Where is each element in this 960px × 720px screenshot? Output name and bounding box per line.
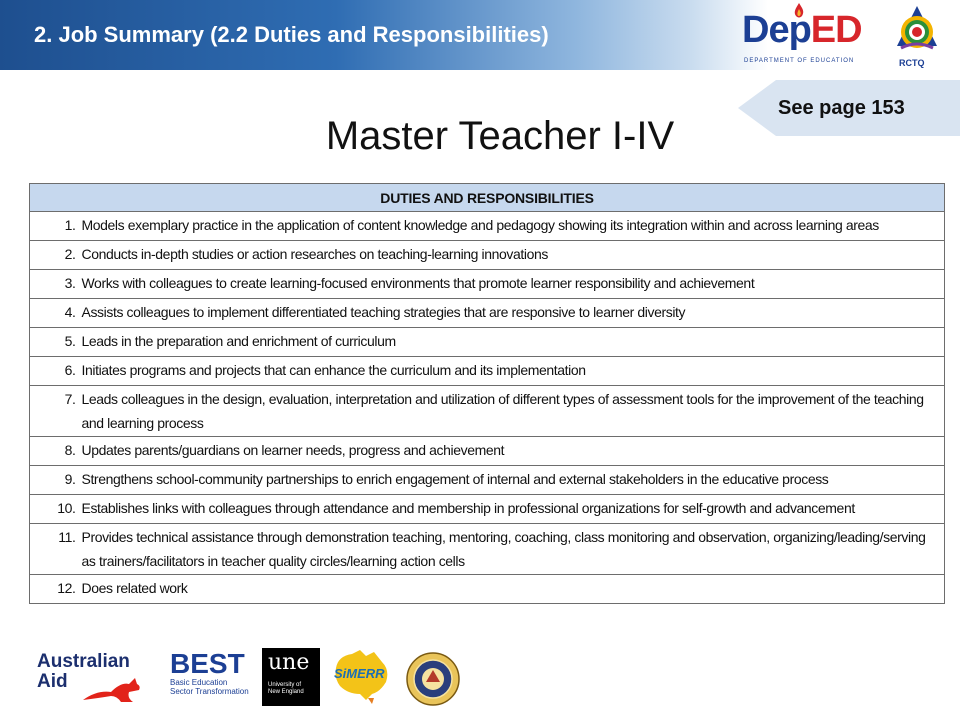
row-text: Updates parents/guardians on learner needs, progress and achievement xyxy=(82,437,945,466)
best-wordmark: BEST xyxy=(170,648,245,679)
row-text: Leads colleagues in the design, evaluation, interpretation and utilization of different types of assessment tools for the improvement of the teaching and learning process xyxy=(82,386,945,437)
pnu-seal-icon xyxy=(406,652,460,706)
table-row xyxy=(30,212,945,241)
table-row xyxy=(30,386,945,437)
row-number: 10. xyxy=(30,495,82,524)
australian-aid-line2: Aid xyxy=(37,671,68,692)
row-number: 4. xyxy=(30,299,82,328)
table-row xyxy=(30,357,945,386)
row-text: Models exemplary practice in the application of content knowledge and pedagogy showing its integration within and across learning areas xyxy=(82,212,945,241)
table-row xyxy=(30,270,945,299)
row-number: 7. xyxy=(30,386,82,437)
row-number: 8. xyxy=(30,437,82,466)
table-row xyxy=(30,328,945,357)
table-row xyxy=(30,524,945,575)
row-number: 1. xyxy=(30,212,82,241)
une-wordmark: une xyxy=(268,650,310,675)
table-row xyxy=(30,299,945,328)
row-number: 3. xyxy=(30,270,82,299)
duties-table xyxy=(29,183,945,604)
row-text: Initiates programs and projects that can enhance the curriculum and its implementation xyxy=(82,357,945,386)
section-title: 2. Job Summary (2.2 Duties and Responsibilities) xyxy=(34,22,549,47)
page-reference-text: See page 153 xyxy=(778,97,905,119)
australian-aid-logo xyxy=(37,652,149,704)
row-text: Works with colleagues to create learning-focused environments that promote learner responsibility and achievement xyxy=(82,270,945,299)
deped-wordmark: DepED xyxy=(742,9,862,51)
pnu-seal xyxy=(406,652,460,706)
table-row xyxy=(30,437,945,466)
row-number: 6. xyxy=(30,357,82,386)
best-line1: Basic Education xyxy=(170,678,228,687)
table-row xyxy=(30,575,945,604)
deped-logo xyxy=(742,3,872,67)
row-text: Assists colleagues to implement differentiated teaching strategies that are responsive to learner diversity xyxy=(82,299,945,328)
row-text: Conducts in-depth studies or action researches on teaching-learning innovations xyxy=(82,241,945,270)
row-number: 5. xyxy=(30,328,82,357)
table-row xyxy=(30,466,945,495)
une-line2: New England xyxy=(268,689,304,695)
row-text: Provides technical assistance through demonstration teaching, mentoring, coaching, class monitoring and observation, organizing/leading/serving as trainers/facilitators in teacher quality circles/learning action cells xyxy=(82,524,945,575)
row-number: 9. xyxy=(30,466,82,495)
simerr-wordmark: SiMERR xyxy=(334,666,385,681)
table-header: DUTIES AND RESPONSIBILITIES xyxy=(30,184,945,212)
row-number: 12. xyxy=(30,575,82,604)
simerr-logo xyxy=(330,648,394,704)
row-text: Establishes links with colleagues through attendance and membership in professional organizations for self-growth and advancement xyxy=(82,495,945,524)
australian-aid-line1: Australian xyxy=(37,651,130,672)
table-row xyxy=(30,241,945,270)
row-number: 2. xyxy=(30,241,82,270)
une-logo xyxy=(262,648,320,706)
best-logo xyxy=(170,650,250,700)
row-text: Leads in the preparation and enrichment of curriculum xyxy=(82,328,945,357)
kangaroo-icon xyxy=(81,674,147,704)
row-text: Strengthens school-community partnerships to enrich engagement of internal and external stakeholders in the educative process xyxy=(82,466,945,495)
best-line2: Sector Transformation xyxy=(170,687,249,696)
slide-title: Master Teacher I-IV xyxy=(325,114,675,158)
row-number: 11. xyxy=(30,524,82,575)
table-row xyxy=(30,495,945,524)
deped-subtitle: DEPARTMENT OF EDUCATION xyxy=(744,58,855,64)
table-header-row xyxy=(30,184,945,212)
rctq-label: RCTQ xyxy=(899,58,925,68)
row-text: Does related work xyxy=(82,575,945,604)
une-line1: University of xyxy=(268,682,302,688)
